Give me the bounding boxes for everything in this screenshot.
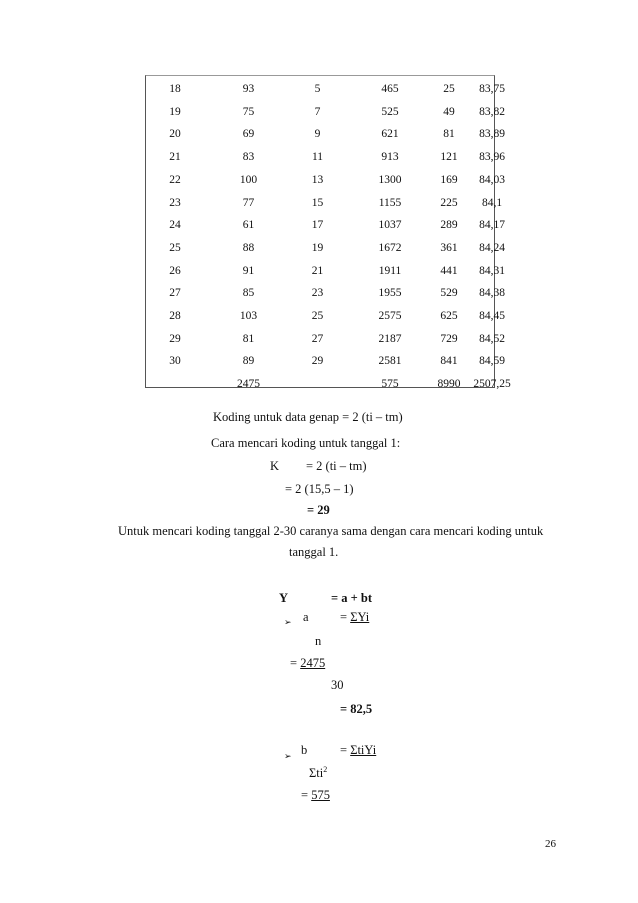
table-cell: 19 <box>169 105 181 118</box>
table-row <box>146 214 505 236</box>
b-formula: = ΣtiYi <box>340 743 377 757</box>
table-cell: 913 <box>381 151 399 164</box>
table-cell: 121 <box>440 151 458 164</box>
table-row <box>146 78 505 100</box>
table-cell: 18 <box>169 83 181 95</box>
table-cell: 89 <box>242 355 255 368</box>
table-cell: 26 <box>169 264 181 277</box>
table-cell: 1037 <box>378 219 402 232</box>
untuk-text-line2: tanggal 1. <box>289 545 339 559</box>
table-cell: 81 <box>443 128 455 141</box>
table-cell: 20 <box>169 128 181 141</box>
table-cell: 28 <box>169 310 181 322</box>
table-row <box>146 328 505 350</box>
table-row <box>146 192 503 214</box>
table-cell: 289 <box>440 219 458 232</box>
table-cell: 30 <box>169 355 181 368</box>
k-substitution: = 2 (15,5 – 1) <box>285 482 354 496</box>
y-label: Y <box>279 591 289 605</box>
a-sub-denominator: 30 <box>331 678 344 692</box>
table-row <box>146 146 505 168</box>
page-number: 26 <box>545 838 556 850</box>
table-cell: 13 <box>311 173 324 186</box>
table-cell: 84,52 <box>479 332 505 345</box>
a-denominator: n <box>315 634 322 648</box>
table-cell: 17 <box>311 219 324 232</box>
k-result: = 29 <box>307 503 330 517</box>
table-cell: 21 <box>311 264 324 277</box>
table-cell: 84,17 <box>479 219 505 232</box>
table-cell: 2575 <box>378 310 402 322</box>
data-table <box>145 75 511 391</box>
table-cell: 525 <box>381 105 399 118</box>
table-cell: 84,38 <box>479 287 505 300</box>
table-cell: 83,96 <box>479 151 505 164</box>
table-cell: 1955 <box>378 287 402 300</box>
table-cell: 23 <box>169 196 181 209</box>
bullet-icon: ➢ <box>284 751 292 761</box>
table-cell: 625 <box>440 310 458 322</box>
untuk-text-line1: Untuk mencari koding tanggal 2-30 caranya sama dengan cara mencari koding untuk <box>118 524 544 538</box>
a-result: = 82,5 <box>340 702 373 716</box>
table-cell: 93 <box>242 83 255 95</box>
table-cell: 841 <box>440 355 458 368</box>
table-cell: 15 <box>311 196 324 209</box>
table-cell: 1911 <box>378 264 402 277</box>
table-cell: 25 <box>311 310 324 322</box>
y-equation: = a + bt <box>331 591 372 605</box>
table-cell: 24 <box>169 219 181 232</box>
table-row <box>146 101 505 123</box>
table-row <box>146 237 505 259</box>
table-cell: 8990 <box>437 378 461 391</box>
table-cell: 21 <box>169 151 181 164</box>
table-cell: 7 <box>314 105 321 118</box>
b-denominator: Σti$^2$ <box>309 765 328 781</box>
k-label: K <box>270 459 280 473</box>
table-row <box>146 305 505 327</box>
table-row <box>146 123 505 145</box>
a-substitution: = 2475 <box>290 656 326 670</box>
table-cell: 729 <box>440 332 458 345</box>
table-cell: 85 <box>242 287 255 300</box>
table-cell: 9 <box>314 128 321 141</box>
table-cell: 11 <box>311 151 324 164</box>
table-cell: 465 <box>381 83 399 95</box>
table-cell: 84,24 <box>479 241 505 254</box>
table-cell: 83,82 <box>479 105 505 118</box>
table-cell: 5 <box>314 83 321 95</box>
table-row <box>146 350 505 372</box>
table-cell: 1155 <box>378 196 402 209</box>
table-cell: 61 <box>242 219 255 232</box>
table-cell: 69 <box>242 128 255 141</box>
table-cell: 2581 <box>378 355 402 368</box>
table-cell: 84,31 <box>479 264 505 277</box>
table-cell: 84,1 <box>481 196 503 209</box>
table-cell: 75 <box>242 105 255 118</box>
table-cell: 22 <box>169 173 181 186</box>
table-cell: 29 <box>169 332 181 345</box>
table-cell: 29 <box>311 355 324 368</box>
table-cell: 27 <box>311 332 324 345</box>
table-cell: 83,75 <box>479 83 505 95</box>
table-row <box>146 282 505 304</box>
table-cell: 84,59 <box>479 355 505 368</box>
table-row <box>146 260 505 282</box>
cara-mencari-text: Cara mencari koding untuk tanggal 1: <box>211 436 401 450</box>
table-cell: 25 <box>169 241 181 254</box>
bullet-icon: ➢ <box>284 617 292 627</box>
table-cell: 2475 <box>237 378 260 391</box>
table-cell: 49 <box>443 105 455 118</box>
table-cell: 81 <box>242 332 255 345</box>
table-cell: 575 <box>381 378 399 391</box>
table-cell: 84,45 <box>479 310 505 322</box>
table-cell: 529 <box>440 287 458 300</box>
table-cell: 169 <box>440 173 458 186</box>
table-cell: 1300 <box>378 173 402 186</box>
table-cell: 103 <box>239 310 258 322</box>
table-cell: 2507,25 <box>473 378 511 391</box>
table-cell: 225 <box>440 196 458 209</box>
table-cell: 91 <box>242 264 255 277</box>
table-cell: 88 <box>242 241 255 254</box>
table-cell: 83,89 <box>479 128 505 141</box>
table-cell: 84,03 <box>479 173 505 186</box>
a-label: a <box>303 610 309 624</box>
table-totals-row <box>146 373 511 395</box>
table-cell: 2187 <box>378 332 402 345</box>
table-cell: 83 <box>242 151 255 164</box>
table-cell: 441 <box>440 264 458 277</box>
b-substitution: = 575 <box>301 788 330 802</box>
table-cell: 1672 <box>378 241 402 254</box>
b-label: b <box>301 743 308 757</box>
table-cell: 23 <box>311 287 324 300</box>
table-cell: 621 <box>381 128 399 141</box>
table-row <box>146 169 505 191</box>
a-formula: = ΣYi <box>340 610 370 624</box>
table-cell: 19 <box>311 241 324 254</box>
table-cell: 77 <box>242 196 255 209</box>
k-equation: = 2 (ti – tm) <box>306 459 367 473</box>
table-cell: 361 <box>440 241 458 254</box>
table-cell: 27 <box>169 287 181 300</box>
koding-genap-text: Koding untuk data genap = 2 (ti – tm) <box>213 410 403 424</box>
table-cell: 25 <box>443 83 455 95</box>
table-cell: 100 <box>239 173 258 186</box>
